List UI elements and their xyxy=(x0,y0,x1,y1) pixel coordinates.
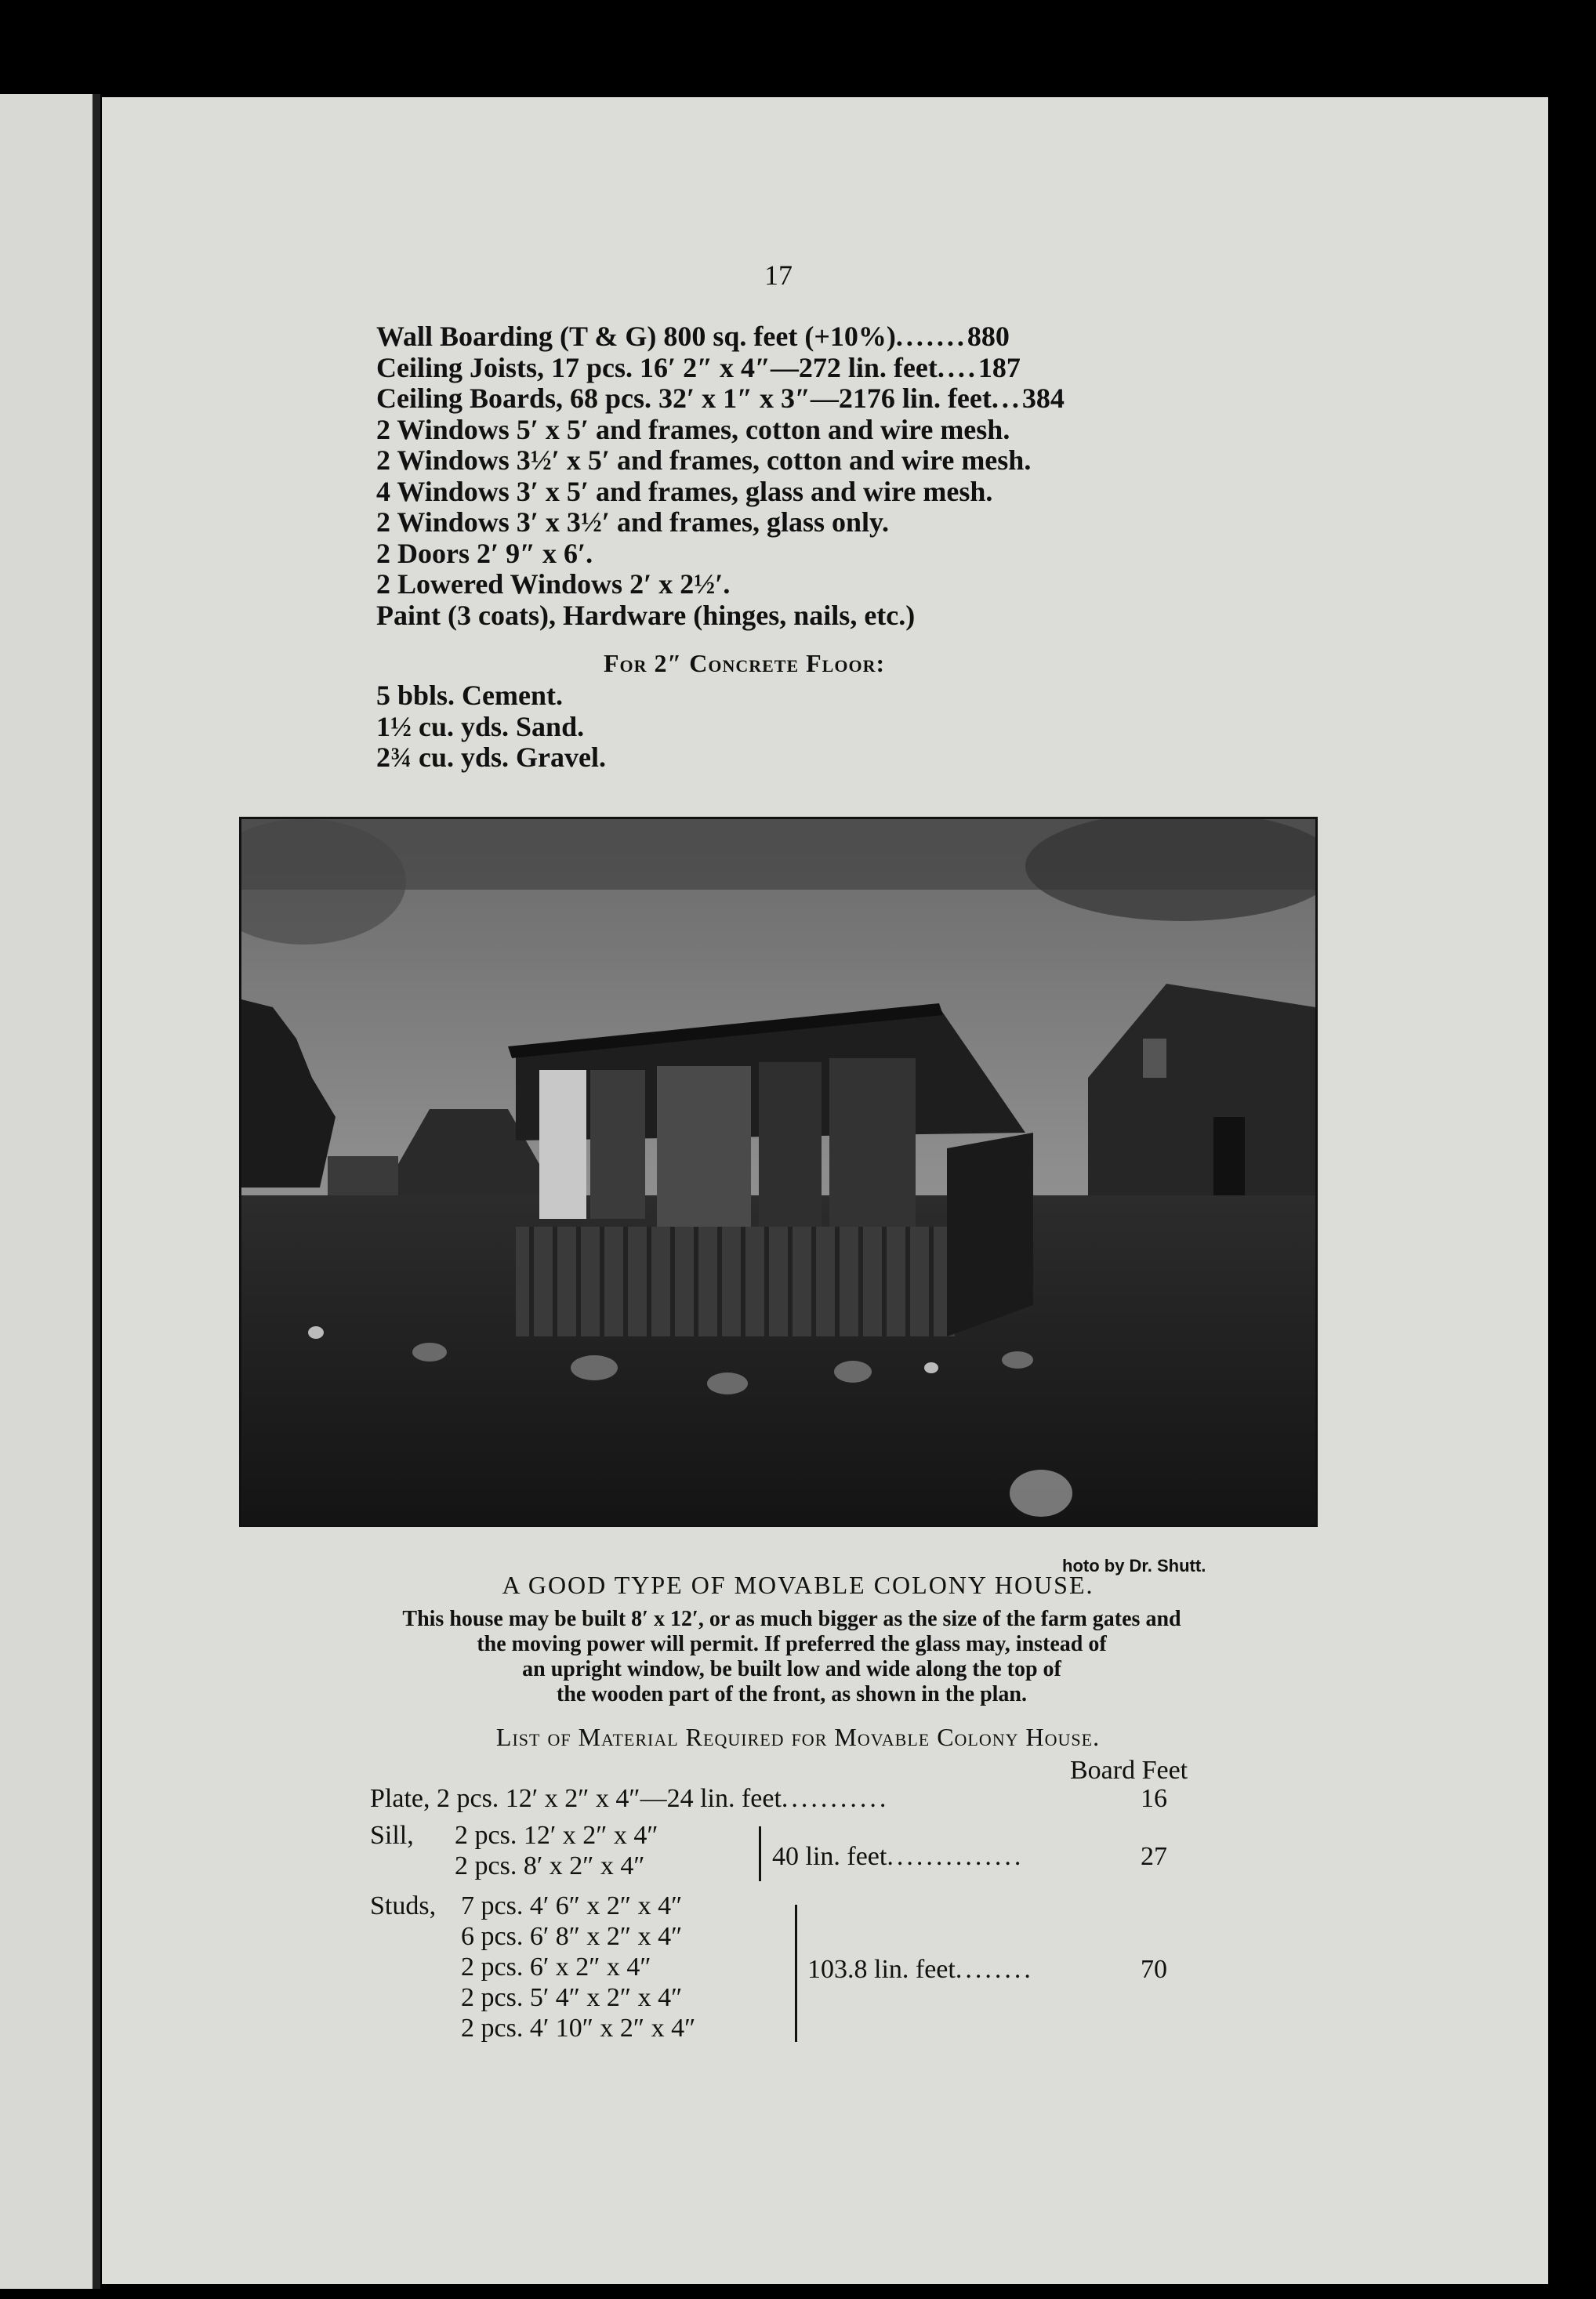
material-line: 2 Doors 2′ 9″ x 6′. xyxy=(376,537,593,569)
page-number: 17 xyxy=(764,259,793,291)
plate-text: 2 pcs. 12′ x 2″ x 4″—24 lin. feet xyxy=(436,1784,782,1813)
material-line: 2 Lowered Windows 2′ x 2½′. xyxy=(376,568,731,600)
caption-line: an upright window, be built low and wide along the top of xyxy=(522,1657,1061,1681)
studs-brace xyxy=(790,1905,797,2042)
material-line: 2 Windows 3′ x 3½′ and frames, glass only. xyxy=(376,506,890,538)
sill-brace xyxy=(754,1826,761,1881)
column-header: Board Feet xyxy=(1070,1756,1188,1785)
sill-line: 2 pcs. 8′ x 2″ x 4″ xyxy=(455,1851,645,1880)
sill-total xyxy=(772,1842,1024,1872)
leader: ........ xyxy=(955,1955,1034,1984)
leader: ........... xyxy=(781,1784,890,1813)
material-line: 2 Windows 5′ x 5′ and frames, cotton and wire mesh. xyxy=(376,413,1010,445)
studs-line: 6 pcs. 6′ 8″ x 2″ x 4″ xyxy=(461,1922,683,1951)
material-line: Wall Boarding (T & G) 800 sq. feet (+10%).......880 xyxy=(376,321,1010,352)
studs-line: 2 pcs. 4′ 10″ x 2″ x 4″ xyxy=(461,2014,696,2043)
studs-value: 70 xyxy=(1141,1955,1167,1984)
sill-line: 2 pcs. 12′ x 2″ x 4″ xyxy=(455,1821,658,1850)
studs-line: 2 pcs. 6′ x 2″ x 4″ xyxy=(461,1953,651,1982)
caption-text xyxy=(235,1607,1348,1707)
caption-line: the wooden part of the front, as shown in the plan. xyxy=(557,1682,1027,1706)
adjacent-page-edge xyxy=(0,94,100,2289)
materials-list-top xyxy=(376,321,1207,631)
studs-line: 7 pcs. 4′ 6″ x 2″ x 4″ xyxy=(461,1891,683,1920)
photo-illustration xyxy=(241,819,1315,1525)
concrete-item: 5 bbls. Cement. xyxy=(376,680,564,711)
caption-line: This house may be built 8′ x 12′, or as much bigger as the size of the farm gates and xyxy=(402,1607,1181,1631)
studs-total-text: 103.8 lin. feet xyxy=(807,1955,956,1984)
studs-label: Studs, xyxy=(370,1891,437,1920)
caption-line: the moving power will permit. If preferred the glass may, instead of xyxy=(477,1632,1107,1656)
sill-value: 27 xyxy=(1141,1842,1167,1871)
leader: .............. xyxy=(887,1842,1025,1871)
material-line: 2 Windows 3½′ x 5′ and frames, cotton and wire mesh. xyxy=(376,444,1032,476)
colony-house-photo xyxy=(239,817,1318,1527)
list-title: List of Material Required for Movable Colony House. xyxy=(495,1723,1101,1751)
photo-credit: hoto by Dr. Shutt. xyxy=(1062,1556,1206,1576)
material-line: 4 Windows 3′ x 5′ and frames, glass and wire mesh. xyxy=(376,475,993,507)
concrete-floor-heading: For 2″ Concrete Floor: xyxy=(604,649,886,677)
studs-line: 2 pcs. 5′ 4″ x 2″ x 4″ xyxy=(461,1983,683,2012)
plate-value: 16 xyxy=(1141,1784,1167,1813)
material-line: Ceiling Boards, 68 pcs. 32′ x 1″ x 3″—2176 lin. feet...384 xyxy=(376,383,1065,414)
concrete-items xyxy=(376,680,606,774)
sill-total-text: 40 lin. feet xyxy=(772,1842,887,1871)
material-line: Ceiling Joists, 17 pcs. 16′ 2″ x 4″—272 lin. feet....187 xyxy=(376,351,1021,383)
plate-row xyxy=(370,1784,889,1814)
studs-total xyxy=(807,1955,1034,1985)
caption-title: A GOOD TYPE OF MOVABLE COLONY HOUSE. xyxy=(502,1571,1094,1599)
material-line: Paint (3 coats), Hardware (hinges, nails, etc.) xyxy=(376,599,916,631)
plate-label: Plate, xyxy=(370,1784,430,1813)
concrete-item: 2¾ cu. yds. Gravel. xyxy=(376,742,606,773)
sill-label: Sill, xyxy=(370,1821,414,1850)
concrete-item: 1½ cu. yds. Sand. xyxy=(376,710,585,742)
